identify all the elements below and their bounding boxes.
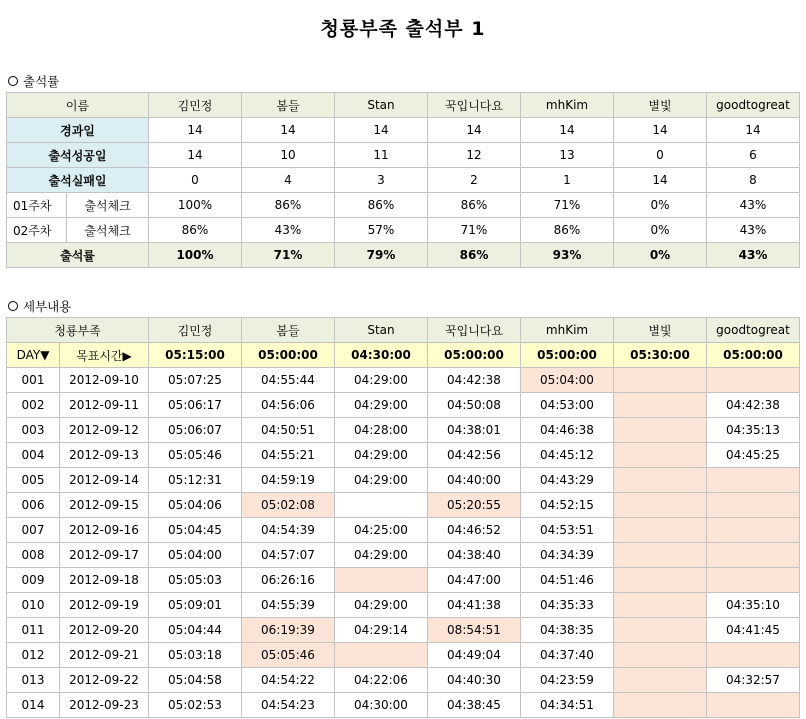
wake-time-cell: 04:34:51 xyxy=(521,693,614,718)
wake-time-cell: 04:42:38 xyxy=(428,368,521,393)
wake-time-cell: 04:29:00 xyxy=(335,468,428,493)
date-cell: 2012-09-17 xyxy=(60,543,149,568)
date-cell: 2012-09-20 xyxy=(60,618,149,643)
wake-time-cell: 04:54:23 xyxy=(242,693,335,718)
table-row xyxy=(7,568,800,593)
week-percentage: 86% xyxy=(428,193,521,218)
wake-time-cell: 04:55:44 xyxy=(242,368,335,393)
wake-time-cell: 04:29:00 xyxy=(335,443,428,468)
week-percentage: 43% xyxy=(707,218,800,243)
wake-time-cell: 05:04:00 xyxy=(521,368,614,393)
wake-time-cell: 04:41:38 xyxy=(428,593,521,618)
wake-time-cell: 04:59:19 xyxy=(242,468,335,493)
date-cell: 2012-09-15 xyxy=(60,493,149,518)
wake-time-cell: 04:29:14 xyxy=(335,618,428,643)
wake-time-cell: 04:29:00 xyxy=(335,543,428,568)
week-percentage: 43% xyxy=(707,193,800,218)
column-header-member: 김민정 xyxy=(149,93,242,118)
wake-time-cell: 05:04:58 xyxy=(149,668,242,693)
attendance-rate: 71% xyxy=(242,243,335,268)
wake-time-cell: 05:20:55 xyxy=(428,493,521,518)
table-row xyxy=(7,593,800,618)
day-number: 009 xyxy=(7,568,60,593)
row-label: 출석성공일 xyxy=(7,143,149,168)
summary-value: 14 xyxy=(614,168,707,193)
detail-table xyxy=(6,317,800,718)
wake-time-cell: 04:50:51 xyxy=(242,418,335,443)
column-header-member: 별빛 xyxy=(614,93,707,118)
summary-value: 4 xyxy=(242,168,335,193)
wake-time-cell xyxy=(614,593,707,618)
column-header-member: Stan xyxy=(335,318,428,343)
target-time: 05:00:00 xyxy=(707,343,800,368)
summary-value: 14 xyxy=(707,118,800,143)
target-time: 05:00:00 xyxy=(428,343,521,368)
wake-time-cell: 05:06:17 xyxy=(149,393,242,418)
summary-value: 1 xyxy=(521,168,614,193)
column-header-member: mhKim xyxy=(521,318,614,343)
wake-time-cell xyxy=(614,618,707,643)
wake-time-cell: 05:06:07 xyxy=(149,418,242,443)
table-row xyxy=(7,368,800,393)
summary-value: 14 xyxy=(149,118,242,143)
wake-time-cell: 04:23:59 xyxy=(521,668,614,693)
attendance-rate: 93% xyxy=(521,243,614,268)
week-percentage: 57% xyxy=(335,218,428,243)
wake-time-cell: 05:04:06 xyxy=(149,493,242,518)
summary-value: 14 xyxy=(614,118,707,143)
summary-value: 14 xyxy=(335,118,428,143)
wake-time-cell: 04:25:00 xyxy=(335,518,428,543)
circle-bullet-icon xyxy=(8,76,18,86)
summary-value: 12 xyxy=(428,143,521,168)
wake-time-cell: 04:38:35 xyxy=(521,618,614,643)
wake-time-cell: 04:56:06 xyxy=(242,393,335,418)
header-row xyxy=(7,318,800,343)
wake-time-cell: 04:57:07 xyxy=(242,543,335,568)
summary-value: 6 xyxy=(707,143,800,168)
wake-time-cell xyxy=(707,493,800,518)
week-label: 01주차 xyxy=(7,193,67,218)
wake-time-cell xyxy=(707,568,800,593)
day-number: 010 xyxy=(7,593,60,618)
circle-bullet-icon xyxy=(8,301,18,311)
table-row xyxy=(7,518,800,543)
day-number: 013 xyxy=(7,668,60,693)
wake-time-cell xyxy=(614,668,707,693)
wake-time-cell xyxy=(614,543,707,568)
table-row xyxy=(7,543,800,568)
target-time: 05:00:00 xyxy=(521,343,614,368)
column-header-member: goodtogreat xyxy=(707,93,800,118)
row-label: 출석실패일 xyxy=(7,168,149,193)
week-percentage: 86% xyxy=(149,218,242,243)
day-number: 008 xyxy=(7,543,60,568)
wake-time-cell: 05:07:25 xyxy=(149,368,242,393)
wake-time-cell: 04:30:00 xyxy=(335,693,428,718)
summary-row xyxy=(7,143,800,168)
wake-time-cell xyxy=(614,493,707,518)
attendance-rate: 0% xyxy=(614,243,707,268)
column-header-member: mhKim xyxy=(521,93,614,118)
week-label: 02주차 xyxy=(7,218,67,243)
wake-time-cell xyxy=(335,643,428,668)
date-cell: 2012-09-11 xyxy=(60,393,149,418)
attendance-rate: 79% xyxy=(335,243,428,268)
wake-time-cell: 04:55:39 xyxy=(242,593,335,618)
week-percentage: 100% xyxy=(149,193,242,218)
target-header: 목표시간▶ xyxy=(60,343,149,368)
wake-time-cell xyxy=(707,693,800,718)
wake-time-cell xyxy=(614,393,707,418)
wake-time-cell: 04:37:40 xyxy=(521,643,614,668)
column-header-name: 이름 xyxy=(7,93,149,118)
day-number: 003 xyxy=(7,418,60,443)
day-number: 001 xyxy=(7,368,60,393)
wake-time-cell: 04:28:00 xyxy=(335,418,428,443)
wake-time-cell: 04:32:57 xyxy=(707,668,800,693)
target-time: 05:15:00 xyxy=(149,343,242,368)
wake-time-cell xyxy=(614,643,707,668)
week-percentage: 0% xyxy=(614,193,707,218)
wake-time-cell xyxy=(707,518,800,543)
wake-time-cell xyxy=(614,568,707,593)
wake-time-cell: 04:42:56 xyxy=(428,443,521,468)
summary-value: 8 xyxy=(707,168,800,193)
column-header-member: 꾹입니다요 xyxy=(428,318,521,343)
column-header-member: 꾹입니다요 xyxy=(428,93,521,118)
wake-time-cell: 04:43:29 xyxy=(521,468,614,493)
day-number: 012 xyxy=(7,643,60,668)
summary-value: 0 xyxy=(149,168,242,193)
date-cell: 2012-09-16 xyxy=(60,518,149,543)
wake-time-cell: 04:35:10 xyxy=(707,593,800,618)
wake-time-cell xyxy=(614,518,707,543)
wake-time-cell: 05:04:45 xyxy=(149,518,242,543)
day-number: 006 xyxy=(7,493,60,518)
table-row xyxy=(7,668,800,693)
table-row xyxy=(7,393,800,418)
target-time: 05:00:00 xyxy=(242,343,335,368)
wake-time-cell: 04:53:00 xyxy=(521,393,614,418)
table-row xyxy=(7,418,800,443)
wake-time-cell: 04:34:39 xyxy=(521,543,614,568)
wake-time-cell: 05:04:44 xyxy=(149,618,242,643)
summary-value: 3 xyxy=(335,168,428,193)
summary-row xyxy=(7,168,800,193)
date-cell: 2012-09-12 xyxy=(60,418,149,443)
target-row xyxy=(7,343,800,368)
wake-time-cell: 04:35:13 xyxy=(707,418,800,443)
wake-time-cell: 05:05:46 xyxy=(242,643,335,668)
column-header-member: 봄들 xyxy=(242,318,335,343)
column-header-member: 봄들 xyxy=(242,93,335,118)
summary-value: 14 xyxy=(149,143,242,168)
date-cell: 2012-09-23 xyxy=(60,693,149,718)
wake-time-cell xyxy=(707,468,800,493)
wake-time-cell: 04:53:51 xyxy=(521,518,614,543)
date-cell: 2012-09-13 xyxy=(60,443,149,468)
row-label: 경과일 xyxy=(7,118,149,143)
wake-time-cell: 08:54:51 xyxy=(428,618,521,643)
date-cell: 2012-09-19 xyxy=(60,593,149,618)
wake-time-cell: 04:50:08 xyxy=(428,393,521,418)
wake-time-cell: 04:51:46 xyxy=(521,568,614,593)
target-time: 05:30:00 xyxy=(614,343,707,368)
wake-time-cell xyxy=(614,693,707,718)
summary-row xyxy=(7,118,800,143)
wake-time-cell: 04:46:52 xyxy=(428,518,521,543)
attendance-rate: 86% xyxy=(428,243,521,268)
week-percentage: 86% xyxy=(242,193,335,218)
day-header: DAY▼ xyxy=(7,343,60,368)
table-row xyxy=(7,618,800,643)
wake-time-cell: 05:12:31 xyxy=(149,468,242,493)
wake-time-cell: 06:26:16 xyxy=(242,568,335,593)
summary-value: 13 xyxy=(521,143,614,168)
table-row xyxy=(7,493,800,518)
wake-time-cell: 05:05:03 xyxy=(149,568,242,593)
day-number: 002 xyxy=(7,393,60,418)
wake-time-cell: 04:45:12 xyxy=(521,443,614,468)
day-number: 004 xyxy=(7,443,60,468)
rate-row xyxy=(7,243,800,268)
wake-time-cell: 04:42:38 xyxy=(707,393,800,418)
week-check-label: 출석체크 xyxy=(67,218,149,243)
date-cell: 2012-09-18 xyxy=(60,568,149,593)
column-header-tribe: 청룡부족 xyxy=(7,318,149,343)
wake-time-cell: 04:38:01 xyxy=(428,418,521,443)
section-details xyxy=(8,297,71,315)
column-header-member: goodtogreat xyxy=(707,318,800,343)
week-row xyxy=(7,218,800,243)
date-cell: 2012-09-14 xyxy=(60,468,149,493)
wake-time-cell xyxy=(335,493,428,518)
wake-time-cell xyxy=(614,368,707,393)
week-percentage: 43% xyxy=(242,218,335,243)
summary-value: 11 xyxy=(335,143,428,168)
day-number: 007 xyxy=(7,518,60,543)
wake-time-cell: 04:47:00 xyxy=(428,568,521,593)
day-number: 011 xyxy=(7,618,60,643)
wake-time-cell: 05:09:01 xyxy=(149,593,242,618)
target-time: 04:30:00 xyxy=(335,343,428,368)
date-cell: 2012-09-10 xyxy=(60,368,149,393)
header-row xyxy=(7,93,800,118)
wake-time-cell: 04:55:21 xyxy=(242,443,335,468)
wake-time-cell: 04:38:40 xyxy=(428,543,521,568)
wake-time-cell: 04:22:06 xyxy=(335,668,428,693)
column-header-member: Stan xyxy=(335,93,428,118)
wake-time-cell xyxy=(707,368,800,393)
summary-value: 14 xyxy=(428,118,521,143)
wake-time-cell xyxy=(614,468,707,493)
wake-time-cell: 04:29:00 xyxy=(335,593,428,618)
wake-time-cell: 05:02:53 xyxy=(149,693,242,718)
wake-time-cell: 05:05:46 xyxy=(149,443,242,468)
summary-value: 14 xyxy=(521,118,614,143)
wake-time-cell: 06:19:39 xyxy=(242,618,335,643)
wake-time-cell: 04:54:39 xyxy=(242,518,335,543)
wake-time-cell: 04:29:00 xyxy=(335,393,428,418)
week-percentage: 86% xyxy=(521,218,614,243)
table-row xyxy=(7,443,800,468)
week-percentage: 71% xyxy=(521,193,614,218)
attendance-rate: 43% xyxy=(707,243,800,268)
section-label: 세부내용 xyxy=(23,299,72,314)
wake-time-cell xyxy=(707,543,800,568)
wake-time-cell xyxy=(614,443,707,468)
wake-time-cell: 05:03:18 xyxy=(149,643,242,668)
wake-time-cell xyxy=(707,643,800,668)
wake-time-cell: 04:54:22 xyxy=(242,668,335,693)
summary-value: 10 xyxy=(242,143,335,168)
table-row xyxy=(7,468,800,493)
wake-time-cell: 04:45:25 xyxy=(707,443,800,468)
wake-time-cell: 05:02:08 xyxy=(242,493,335,518)
table-row xyxy=(7,693,800,718)
section-attendance-rate xyxy=(8,72,59,90)
wake-time-cell: 04:38:45 xyxy=(428,693,521,718)
wake-time-cell: 05:04:00 xyxy=(149,543,242,568)
date-cell: 2012-09-22 xyxy=(60,668,149,693)
week-percentage: 86% xyxy=(335,193,428,218)
summary-value: 0 xyxy=(614,143,707,168)
day-number: 014 xyxy=(7,693,60,718)
column-header-member: 별빛 xyxy=(614,318,707,343)
date-cell: 2012-09-21 xyxy=(60,643,149,668)
wake-time-cell: 04:52:15 xyxy=(521,493,614,518)
column-header-member: 김민정 xyxy=(149,318,242,343)
row-label: 출석률 xyxy=(7,243,149,268)
wake-time-cell: 04:40:00 xyxy=(428,468,521,493)
attendance-rate: 100% xyxy=(149,243,242,268)
week-row xyxy=(7,193,800,218)
summary-value: 14 xyxy=(242,118,335,143)
summary-value: 2 xyxy=(428,168,521,193)
week-percentage: 0% xyxy=(614,218,707,243)
wake-time-cell xyxy=(335,568,428,593)
week-check-label: 출석체크 xyxy=(67,193,149,218)
summary-table xyxy=(6,92,800,268)
wake-time-cell: 04:29:00 xyxy=(335,368,428,393)
wake-time-cell: 04:46:38 xyxy=(521,418,614,443)
page-title: 청룡부족 출석부 1 xyxy=(320,18,486,40)
wake-time-cell: 04:35:33 xyxy=(521,593,614,618)
wake-time-cell: 04:41:45 xyxy=(707,618,800,643)
day-number: 005 xyxy=(7,468,60,493)
table-row xyxy=(7,643,800,668)
section-label: 출석률 xyxy=(23,74,60,89)
wake-time-cell xyxy=(614,418,707,443)
wake-time-cell: 04:49:04 xyxy=(428,643,521,668)
wake-time-cell: 04:40:30 xyxy=(428,668,521,693)
week-percentage: 71% xyxy=(428,218,521,243)
